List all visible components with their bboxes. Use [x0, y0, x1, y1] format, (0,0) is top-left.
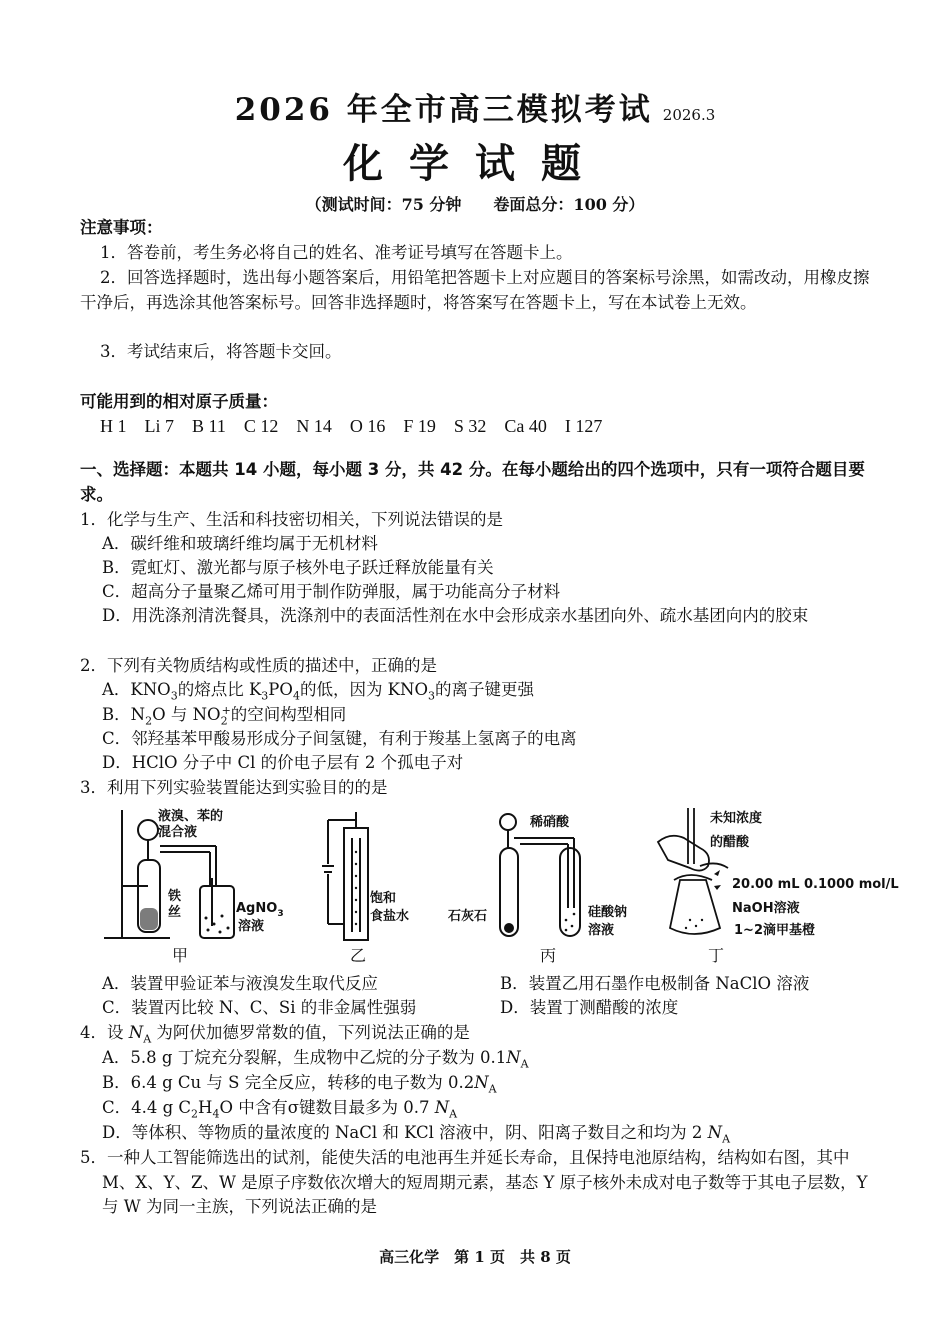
ding-label-1: 未知浓度	[710, 811, 763, 826]
q3-option-a: A．装置甲验证苯与液溴发生取代反应	[102, 974, 378, 993]
q3-option-c: C．装置丙比较 N、C、Si 的非金属性强弱	[102, 998, 417, 1017]
atomic-mass-values: H 1 Li 7 B 11 C 12 N 14 O 16 F 19 S 32 Ca 40 I 127	[100, 416, 603, 436]
apparatus-bing-diagram	[448, 808, 648, 948]
exam-info: （测试时间：75 分钟 卷面总分：100 分）	[305, 195, 645, 214]
q4-option-a: A．5.8 g 丁烷充分裂解，生成物中乙烷的分子数为 $0.1N_A$	[102, 1048, 529, 1071]
jia-label-6: 溶液	[238, 919, 265, 934]
bing-label-4: 溶液	[588, 923, 615, 938]
q2-stem: 2．下列有关物质结构或性质的描述中，正确的是	[80, 656, 437, 675]
q1-option-d: D．用洗涤剂清洗餐具，洗涤剂中的表面活性剂在水中会形成亲水基团向外、疏水基团向内的胶束	[102, 606, 809, 625]
apparatus-jia-diagram	[100, 808, 300, 948]
q2-option-b: B．$N_2O$ 与 $NO_2^+$的空间构型相同	[102, 703, 347, 728]
bing-label-1: 稀硝酸	[530, 815, 570, 830]
exam-title: 2026 年全市高三模拟考试 2026.3	[234, 92, 716, 128]
q4-option-c: C．4.4 g $C_2H_4O$ 中含有σ键数目最多为 0.7 $N_A$	[102, 1098, 458, 1121]
jia-label-1: 液溴、苯的	[158, 809, 224, 824]
q1-option-a: A．碳纤维和玻璃纤维均属于无机材料	[102, 534, 378, 553]
q1-option-b: B．霓虹灯、激光都与原子核外电子跃迁释放能量有关	[102, 558, 494, 577]
jia-label-2: 混合液	[158, 825, 198, 840]
notice-heading: 注意事项：	[80, 218, 163, 237]
q3-option-d: D．装置丁测醋酸的浓度	[500, 998, 679, 1017]
yi-label-1: 饱和	[370, 891, 397, 906]
notice-item-1: 1．答卷前，考生务必将自己的姓名、准考证号填写在答题卡上。	[100, 243, 573, 262]
jia-label-3: 铁	[168, 889, 182, 904]
q2-option-d: D．HClO 分子中 Cl 的价电子层有 2 个孤电子对	[102, 753, 464, 772]
q4-stem: 4．设 $N_A$ 为阿伏加德罗常数的值，下列说法正确的是	[80, 1023, 470, 1046]
q3-stem: 3．利用下列实验装置能达到实验目的的是	[80, 778, 388, 797]
bing-caption: 丙	[540, 946, 557, 965]
q5-stem: 5．一种人工智能筛选出的试剂，能使失活的电池再生并延长寿命，且保持电池原结构，结构如右图，其中 M、X、Y、Z、W 是原子序数依次增大的短周期元素，基态 Y 原子核外未成对电子数等于其电子层数，Y 与 W 为同一主族，下列说法正确的是	[80, 1148, 868, 1216]
ding-label-5: 1~2滴甲基橙	[734, 923, 815, 938]
q4-option-b: B．6.4 g Cu 与 S 完全反应，转移的电子数为 $0.2N_A$	[102, 1073, 497, 1096]
q4-option-d: D．等体积、等物质的量浓度的 NaCl 和 KCl 溶液中，阴、阳离子数目之和均为 2 $N_A$	[102, 1123, 731, 1146]
jia-label-4: 丝	[168, 905, 182, 920]
section1-heading: 一、选择题：本题共 14 小题，每小题 3 分，共 42 分。在每小题给出的四个选项中，只有一项符合题目要求。	[80, 460, 865, 504]
subject-title: 化学试题	[343, 140, 607, 187]
ding-label-2: 的醋酸	[710, 835, 750, 850]
bing-label-3: 硅酸钠	[588, 905, 628, 920]
notice-item-3: 3．考试结束后，将答题卡交回。	[100, 342, 342, 361]
jia-label-5: AgNO$_3$	[236, 901, 284, 919]
q1-option-c: C．超高分子量聚乙烯可用于制作防弹服，属于功能高分子材料	[102, 582, 561, 601]
bing-label-2: 石灰石	[448, 909, 488, 924]
apparatus-yi-diagram	[322, 808, 432, 948]
q2-option-a: A．$KNO_3$的熔点比 $K_3PO_4$的低，因为 $KNO_3$的离子键更强	[102, 680, 534, 703]
apparatus-ding-diagram	[650, 808, 899, 948]
yi-label-2: 食盐水	[370, 909, 410, 924]
ding-label-4: NaOH溶液	[732, 901, 800, 916]
q1-stem: 1．化学与生产、生活和科技密切相关，下列说法错误的是	[80, 510, 503, 529]
ding-caption: 丁	[708, 946, 725, 965]
q3-option-b: B．装置乙用石墨作电极制备 NaClO 溶液	[500, 974, 810, 993]
yi-caption: 乙	[350, 946, 367, 965]
atomic-mass-heading: 可能用到的相对原子质量：	[80, 392, 278, 411]
notice-item-2: 2．回答选择题时，选出每小题答案后，用铅笔把答题卡上对应题目的答案标号涂黑，如需改动，用橡皮擦干净后，再选涂其他答案标号。回答非选择题时，将答案写在答题卡上，写在本试卷上无效。	[80, 268, 870, 312]
q2-option-c: C．邻羟基苯甲酸易形成分子间氢键，有利于羧基上氢离子的电离	[102, 729, 577, 748]
exam-date: 2026.3	[662, 106, 716, 124]
ding-label-3: 20.00 mL 0.1000 mol/L	[732, 877, 899, 892]
jia-caption: 甲	[172, 946, 189, 965]
page-footer: 高三化学 第 1 页 共 8 页	[379, 1248, 571, 1266]
